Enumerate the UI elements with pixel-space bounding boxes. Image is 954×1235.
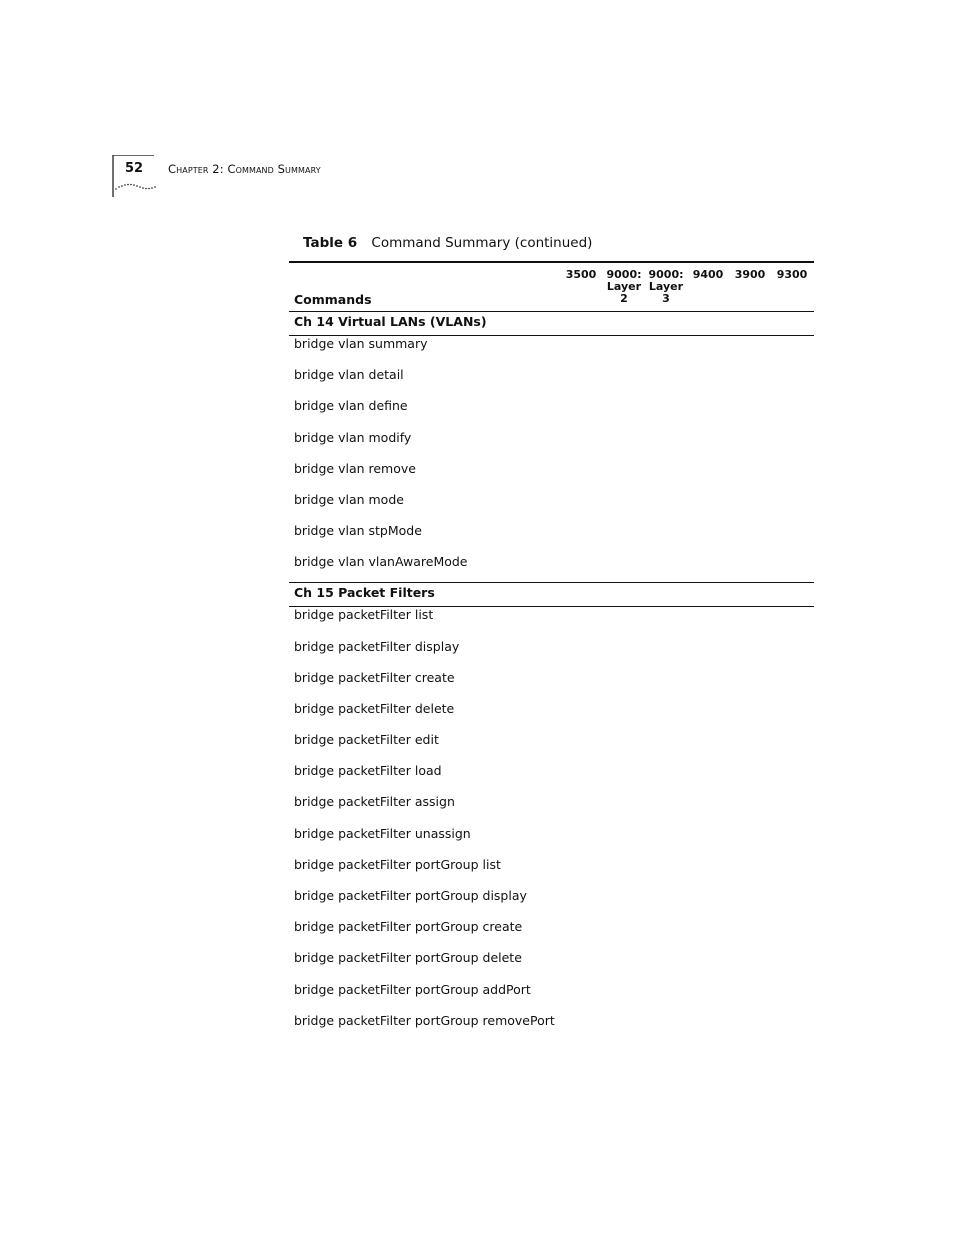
chapter-heading <box>168 162 321 176</box>
table-row <box>289 398 814 429</box>
table-row <box>289 701 814 732</box>
command-name: bridge packetFilter load <box>294 763 442 779</box>
table-row <box>289 639 814 670</box>
column-header-3500: 3500 <box>565 268 597 281</box>
chapter-heading-text: Chapter 2: Command Summary <box>168 162 321 176</box>
column-header-9000-layer2: 9000: Layer 2 <box>606 268 642 305</box>
command-name: bridge vlan modify <box>294 429 412 445</box>
table-row <box>289 430 814 461</box>
table-row <box>289 461 814 492</box>
table-row <box>289 1013 814 1044</box>
command-name: bridge packetFilter portGroup addPort <box>294 981 531 997</box>
table-row <box>289 670 814 701</box>
command-name: bridge packetFilter portGroup list <box>294 856 501 872</box>
command-name: bridge packetFilter display <box>294 638 460 654</box>
table-row <box>289 794 814 825</box>
page-number: 52 <box>125 161 144 176</box>
command-name: bridge vlan define <box>294 398 408 414</box>
table-row <box>289 950 814 981</box>
table-row <box>289 732 814 763</box>
section-heading-packet-filters: Ch 15 Packet Filters <box>294 585 435 601</box>
command-name: bridge packetFilter unassign <box>294 825 471 841</box>
table-row <box>289 607 814 638</box>
table-row <box>289 763 814 794</box>
table-row <box>289 336 814 367</box>
commands-column-header: Commands <box>294 292 372 307</box>
section-heading-vlans: Ch 14 Virtual LANs (VLANs) <box>294 314 487 329</box>
vlan-command-list <box>289 336 814 582</box>
table-row <box>289 554 814 582</box>
command-name: bridge vlan vlanAwareMode <box>294 554 468 570</box>
command-name: bridge packetFilter delete <box>294 700 455 716</box>
command-name: bridge packetFilter portGroup delete <box>294 950 522 966</box>
table-row <box>289 857 814 888</box>
table-row <box>289 919 814 950</box>
column-header-9300: 9300 <box>776 268 808 281</box>
command-summary-table <box>289 261 814 1044</box>
column-header-9000-layer3: 9000: Layer 3 <box>648 268 684 305</box>
table-row <box>289 367 814 398</box>
column-header-9400: 9400 <box>692 268 724 281</box>
command-name: bridge vlan mode <box>294 491 404 507</box>
table-title: Command Summary (continued) <box>371 235 593 251</box>
table-caption <box>303 235 592 251</box>
table-header-row <box>289 263 814 311</box>
command-name: bridge packetFilter assign <box>294 794 455 810</box>
command-name: bridge vlan detail <box>294 367 404 383</box>
command-name: bridge packetFilter edit <box>294 732 439 748</box>
command-name: bridge vlan stpMode <box>294 523 422 539</box>
column-header-3900: 3900 <box>734 268 766 281</box>
command-name: bridge packetFilter portGroup create <box>294 919 523 935</box>
packet-filter-command-list <box>289 607 814 1044</box>
table-row <box>289 982 814 1013</box>
command-name: bridge packetFilter portGroup removePort <box>294 1012 555 1028</box>
command-name: bridge vlan remove <box>294 460 416 476</box>
command-name: bridge packetFilter create <box>294 669 455 685</box>
table-row <box>289 492 814 523</box>
command-name: bridge packetFilter list <box>294 607 434 623</box>
command-name: bridge packetFilter portGroup display <box>294 888 527 903</box>
command-name: bridge vlan summary <box>294 336 428 351</box>
table-row <box>289 888 814 919</box>
table-row <box>289 826 814 857</box>
table-label: Table 6 <box>303 235 358 251</box>
table-row <box>289 523 814 554</box>
